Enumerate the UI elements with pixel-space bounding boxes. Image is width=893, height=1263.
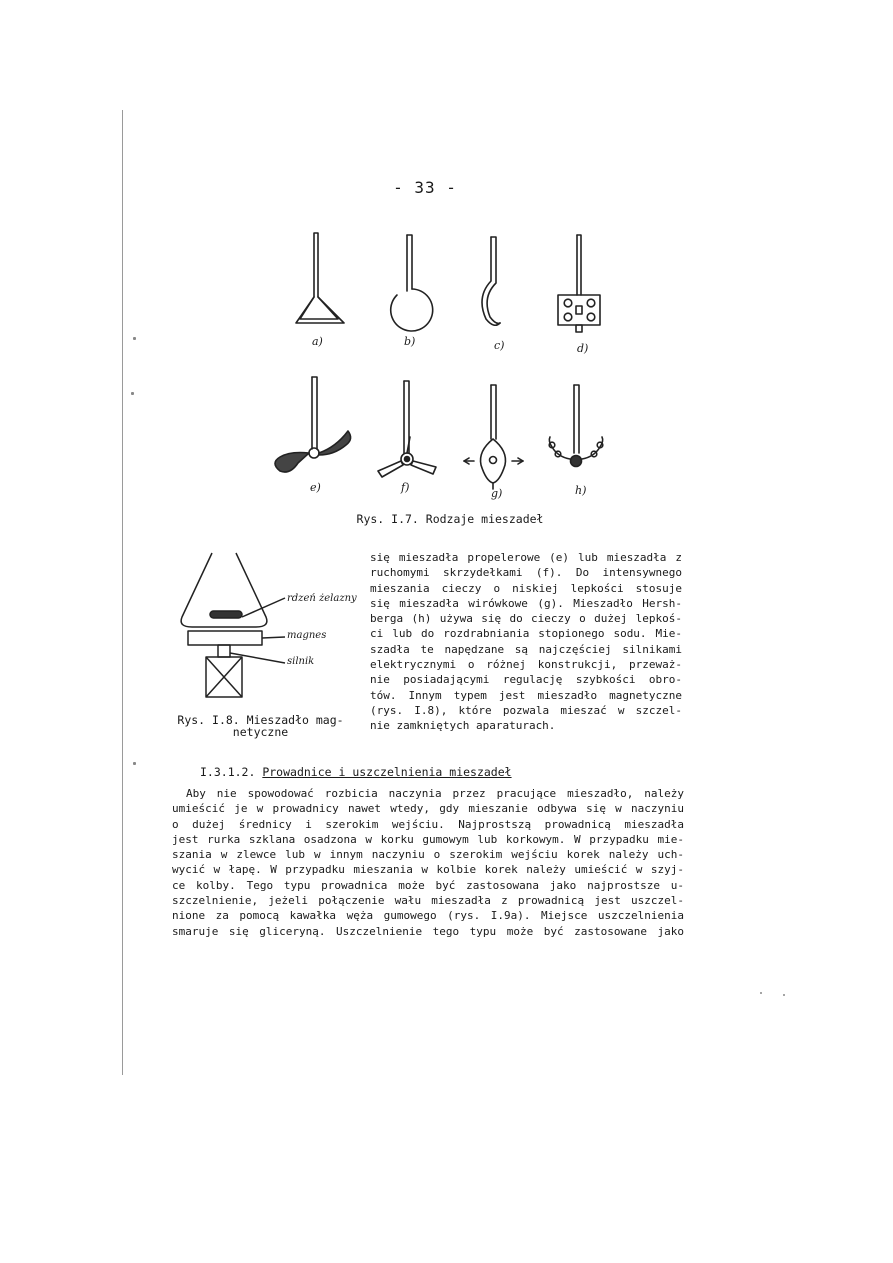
margin-line [122,110,123,1075]
text-line: ci lub do rozdrabniania stopionego sodu. Mie- [370,627,682,641]
text-line: mieszania cieczy o niskiej lepkości stosuje [370,581,682,595]
text-line: o dużej średnicy i szerokim wejściu. Najprostszą prowadnicą mieszadła [172,817,684,831]
body-paragraph [172,786,684,939]
stirrer-d-drawing [558,235,600,332]
text-line: wycić w łapę. W przypadku mieszania w kolbie korek należy umieścić w szyj- [172,863,684,877]
stirrer-c-drawing [482,237,500,325]
label-motor: silnik [287,656,315,667]
label-c: c) [494,339,505,352]
stirrer-h-drawing [549,385,603,467]
text-line: elektrycznymi o różnej konstrukcji, przeważ- [370,658,682,672]
text-line: ce kolby. Tego typu prowadnica może być zastosowana jako najprostsze u- [172,878,684,892]
text-line: się mieszadła propelerowe (e) lub mieszadła z [370,551,682,564]
label-core: rdzeń żelazny [287,593,357,604]
scan-speck [131,392,134,395]
scan-speck [760,992,762,994]
label-e: e) [310,481,321,494]
text-line: Aby nie spowodować rozbicia naczynia przez pracujące mieszadło, należy [186,787,684,800]
label-d: d) [577,342,589,355]
caption-line: netyczne [232,725,289,739]
text-line: szania w zlewce lub w innym naczyniu o szerokim wejściu korek należy uch- [172,848,684,862]
stirrer-g-drawing [464,385,523,489]
text-line: (rys. I.8), które pozwala mieszać w szczel- [370,703,682,717]
text-line: nie zamkniętych aparaturach. [370,719,556,733]
label-magnet: magnes [287,630,327,641]
scan-speck [133,762,136,765]
section-number: I.3.1.2. [200,765,256,779]
text-line: się mieszadła wirówkowe (g). Mieszadło Hersh- [370,596,682,610]
column-paragraph [370,550,682,734]
figure-caption: Rys. I.7. Rodzaje mieszadeł [356,512,544,526]
stirrer-f-drawing [378,381,436,477]
page-number: - 33 - [393,178,457,197]
figure-caption-magnetic [168,714,353,738]
stirrer-a-drawing [296,233,344,323]
label-g: g) [491,487,503,500]
scan-speck [133,337,136,340]
section-heading [200,765,512,779]
label-b: b) [404,335,416,348]
text-line: berga (h) używa się do cieczy o dużej lepkoś- [370,612,682,626]
text-line: szadła te napędzane są najczęściej silnikami [370,642,682,656]
stirrer-e-drawing [275,377,351,472]
section-title: Prowadnice i uszczelnienia mieszadeł [262,765,512,779]
text-line: ruchomymi skrzydełkami (f). Do intensywnego [370,566,682,580]
figure-magnetic-stirrer [170,545,360,710]
text-line: nie posiadającymi regulację szybkości obro- [370,673,682,687]
scan-speck [783,994,785,996]
text-line: smaruje się gliceryną. Uszczelnienie tego typu może być zastosowane jako [172,924,684,938]
label-f: f) [401,481,410,494]
stirrer-b-drawing [391,235,433,331]
caption-line: Rys. I.8. Mieszadło mag- [177,713,344,727]
text-line: umieścić je w prowadnicy nawet wtedy, gdy mieszanie odbywa się w naczyniu [172,802,684,816]
label-h: h) [575,484,587,497]
figure-stirrer-types [250,225,630,510]
text-line: nione za pomocą kawałka węża gumowego (rys. I.9a). Miejsce uszczelnienia [172,909,684,923]
text-line: jest rurka szklana osadzona w korku gumowym lub korkowym. W przypadku mie- [172,832,684,846]
text-line: tów. Innym typem jest mieszadło magnetyczne [370,688,682,702]
label-a: a) [312,335,323,348]
text-line: szczelnienie, jeżeli połączenie wału mieszadła z prowadnicą jest uszczel- [172,894,684,908]
